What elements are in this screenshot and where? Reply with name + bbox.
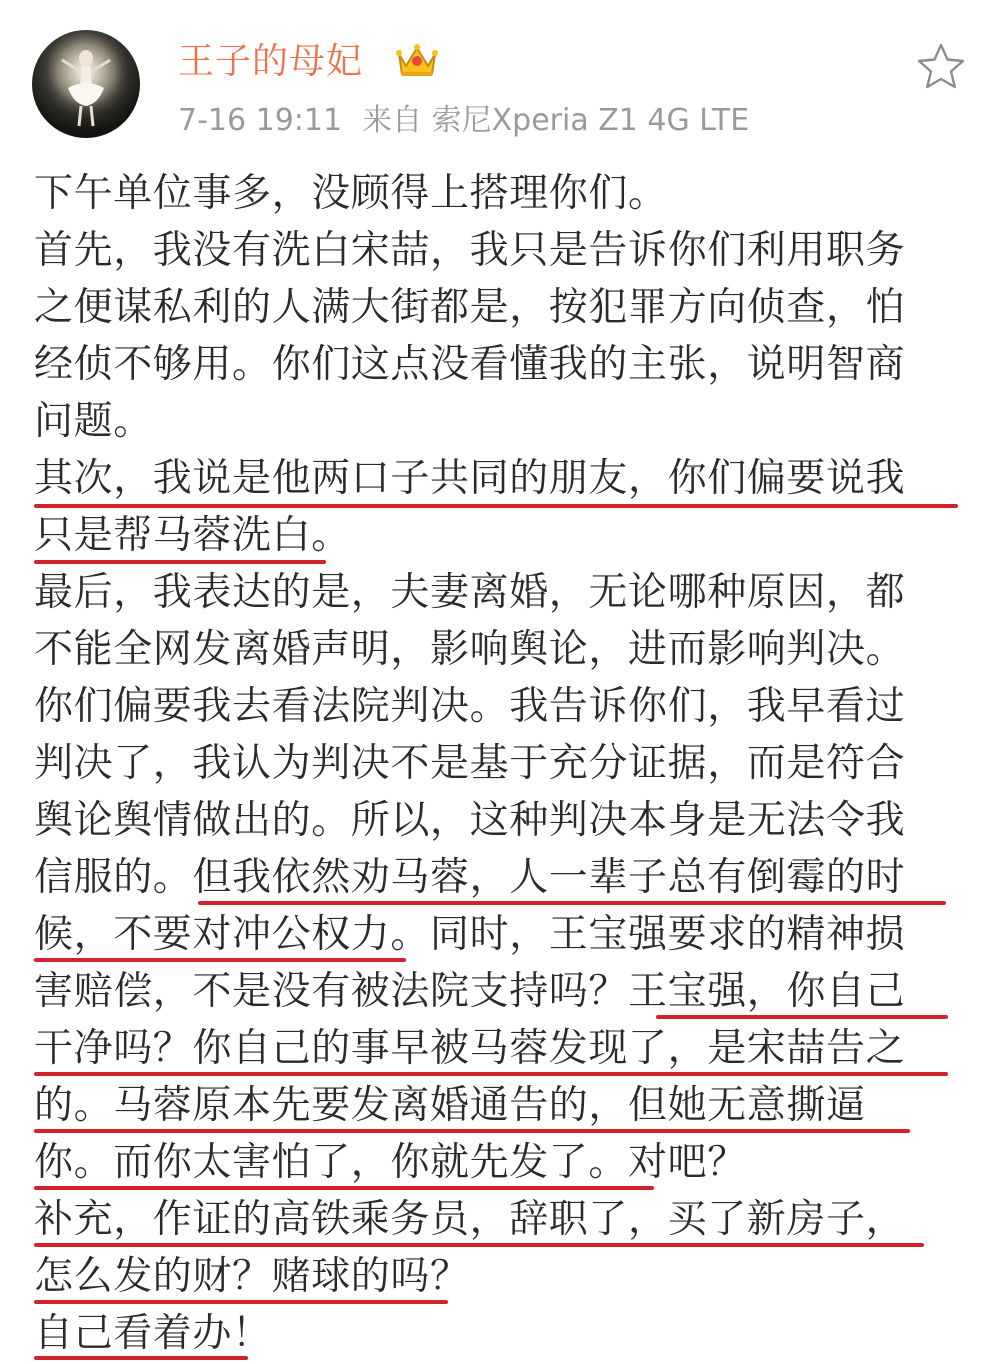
red-underline	[34, 1129, 910, 1133]
body-line: 信服的。但我依然劝马蓉，人一辈子总有倒霉的时	[34, 855, 906, 900]
post-header	[0, 0, 999, 160]
body-line: 最后，我表达的是，夫妻离婚，无论哪种原因，都	[34, 570, 906, 615]
body-line: 害赔偿，不是没有被法院支持吗？王宝强，你自己	[34, 969, 906, 1014]
crown-icon	[395, 40, 439, 80]
red-underline	[34, 1300, 448, 1304]
body-line: 舆论舆情做出的。所以，这种判决本身是无法令我	[34, 798, 906, 843]
red-underline	[34, 1356, 248, 1360]
body-line: 其次，我说是他两口子共同的朋友，你们偏要说我	[34, 456, 906, 501]
body-line: 首先，我没有洗白宋喆，我只是告诉你们利用职务	[34, 228, 906, 273]
body-line: 补充，作证的高铁乘务员，辞职了，买了新房子，	[34, 1197, 906, 1242]
star-outline-icon[interactable]	[916, 42, 966, 90]
post-meta	[178, 98, 749, 144]
body-line: 之便谋私利的人满大街都是，按犯罪方向侦查，怕	[34, 285, 906, 330]
body-line: 怎么发的财？赌球的吗？	[34, 1254, 470, 1299]
dancer-avatar-icon	[32, 30, 140, 138]
post-time: 7-16 19:11	[178, 103, 343, 138]
body-line: 只是帮马蓉洗白。	[34, 513, 351, 558]
red-underline	[34, 1186, 654, 1190]
body-line: 不能全网发离婚声明，影响舆论，进而影响判决。	[34, 627, 906, 672]
body-line: 自己看着办！	[34, 1311, 272, 1356]
body-line: 下午单位事多，没顾得上搭理你们。	[34, 171, 668, 216]
user-name[interactable]: 王子的母妃	[178, 41, 364, 82]
red-underline	[34, 1243, 924, 1247]
body-line: 你。而你太害怕了，你就先发了。对吧？	[34, 1140, 747, 1185]
red-underline	[656, 1015, 948, 1019]
post-source: 来自 索尼Xperia Z1 4G LTE	[362, 103, 750, 138]
red-underline	[198, 901, 946, 905]
body-line: 候，不要对冲公权力。同时，王宝强要求的精神损	[34, 912, 906, 957]
body-line: 的。马蓉原本先要发离婚通告的，但她无意撕逼	[34, 1083, 866, 1128]
body-line: 干净吗？你自己的事早被马蓉发现了，是宋喆告之	[34, 1026, 906, 1071]
red-underline	[34, 958, 406, 962]
body-line: 判决了，我认为判决不是基于充分证据，而是符合	[34, 741, 906, 786]
avatar[interactable]	[32, 30, 140, 138]
body-line: 你们偏要我去看法院判决。我告诉你们，我早看过	[34, 684, 906, 729]
red-underline	[34, 1072, 948, 1076]
body-line: 问题。	[34, 399, 153, 444]
red-underline	[34, 560, 326, 564]
body-line: 经侦不够用。你们这点没看懂我的主张，说明智商	[34, 342, 906, 387]
red-underline	[34, 504, 958, 508]
